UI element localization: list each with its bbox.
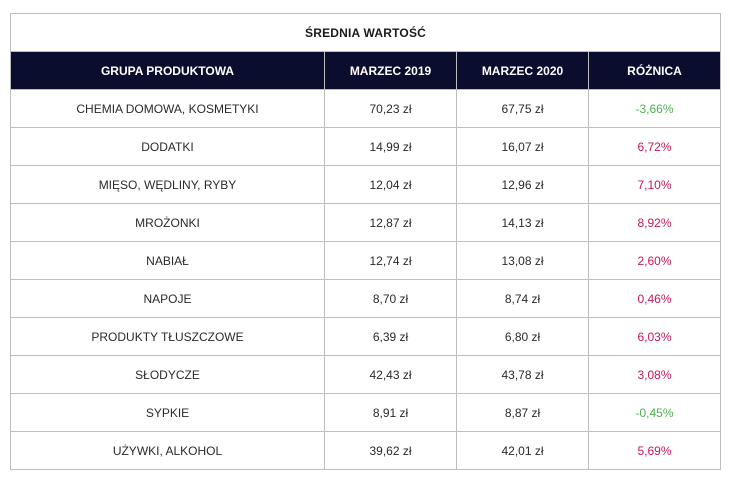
- cell-march-2019: 70,23 zł: [325, 90, 457, 128]
- cell-march-2020: 13,08 zł: [457, 242, 589, 280]
- table-header-row: [11, 52, 721, 90]
- cell-march-2020: 43,78 zł: [457, 356, 589, 394]
- cell-march-2020: 67,75 zł: [457, 90, 589, 128]
- cell-march-2019: 12,04 zł: [325, 166, 457, 204]
- cell-difference: 5,69%: [589, 432, 721, 470]
- cell-difference: -0,45%: [589, 394, 721, 432]
- cell-product-group: DODATKI: [11, 128, 325, 166]
- average-value-table-container: [10, 13, 720, 470]
- cell-product-group: MROŻONKI: [11, 204, 325, 242]
- cell-product-group: MIĘSO, WĘDLINY, RYBY: [11, 166, 325, 204]
- cell-product-group: SŁODYCZE: [11, 356, 325, 394]
- cell-difference: 7,10%: [589, 166, 721, 204]
- cell-march-2019: 6,39 zł: [325, 318, 457, 356]
- cell-product-group: UŻYWKI, ALKOHOL: [11, 432, 325, 470]
- header-march-2019: MARZEC 2019: [325, 52, 457, 90]
- cell-march-2019: 39,62 zł: [325, 432, 457, 470]
- cell-march-2020: 12,96 zł: [457, 166, 589, 204]
- table-row: [11, 432, 721, 470]
- header-difference: RÓŻNICA: [589, 52, 721, 90]
- cell-product-group: CHEMIA DOMOWA, KOSMETYKI: [11, 90, 325, 128]
- cell-march-2020: 42,01 zł: [457, 432, 589, 470]
- cell-difference: 2,60%: [589, 242, 721, 280]
- cell-product-group: NABIAŁ: [11, 242, 325, 280]
- cell-difference: -3,66%: [589, 90, 721, 128]
- cell-march-2019: 8,70 zł: [325, 280, 457, 318]
- cell-difference: 0,46%: [589, 280, 721, 318]
- table-row: [11, 280, 721, 318]
- cell-march-2020: 8,87 zł: [457, 394, 589, 432]
- cell-march-2020: 8,74 zł: [457, 280, 589, 318]
- table-title: ŚREDNIA WARTOŚĆ: [11, 14, 721, 52]
- table-row: [11, 394, 721, 432]
- table-row: [11, 318, 721, 356]
- cell-product-group: PRODUKTY TŁUSZCZOWE: [11, 318, 325, 356]
- cell-difference: 3,08%: [589, 356, 721, 394]
- cell-march-2020: 14,13 zł: [457, 204, 589, 242]
- cell-march-2019: 8,91 zł: [325, 394, 457, 432]
- cell-march-2019: 14,99 zł: [325, 128, 457, 166]
- cell-product-group: SYPKIE: [11, 394, 325, 432]
- average-value-table: [10, 13, 721, 470]
- cell-march-2019: 42,43 zł: [325, 356, 457, 394]
- cell-march-2019: 12,74 zł: [325, 242, 457, 280]
- cell-difference: 8,92%: [589, 204, 721, 242]
- table-row: [11, 166, 721, 204]
- cell-product-group: NAPOJE: [11, 280, 325, 318]
- table-row: [11, 90, 721, 128]
- header-product-group: GRUPA PRODUKTOWA: [11, 52, 325, 90]
- header-march-2020: MARZEC 2020: [457, 52, 589, 90]
- cell-march-2019: 12,87 zł: [325, 204, 457, 242]
- cell-march-2020: 16,07 zł: [457, 128, 589, 166]
- table-row: [11, 204, 721, 242]
- cell-difference: 6,03%: [589, 318, 721, 356]
- table-row: [11, 128, 721, 166]
- cell-march-2020: 6,80 zł: [457, 318, 589, 356]
- table-row: [11, 356, 721, 394]
- cell-difference: 6,72%: [589, 128, 721, 166]
- table-row: [11, 242, 721, 280]
